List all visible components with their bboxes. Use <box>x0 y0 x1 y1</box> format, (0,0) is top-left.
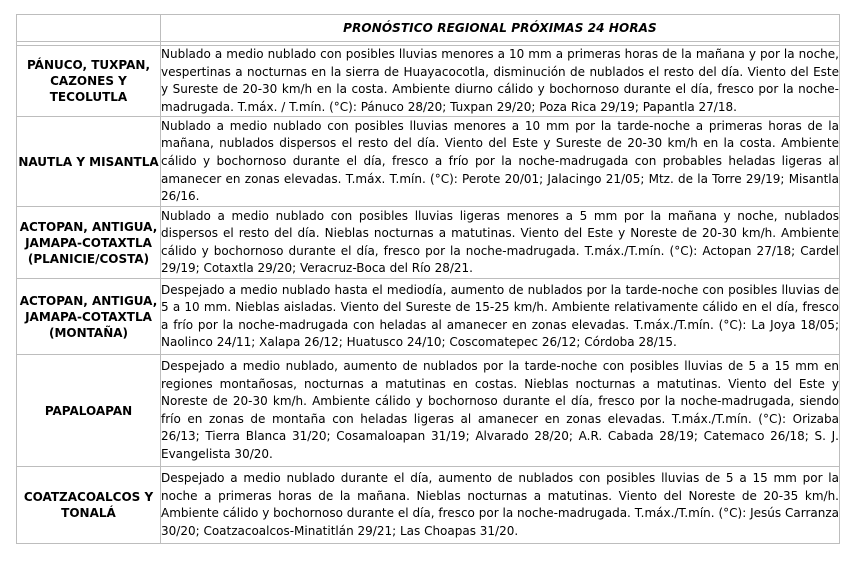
table-row <box>17 279 840 355</box>
region-forecast-text: Nublado a medio nublado con posibles lluvias ligeras menores a 5 mm por la mañana y noche, nublados dispersos el resto del día. Nieblas nocturnas a matutinas. Viento del Este y Noreste de 20-30 km/h. Ambiente cálido y bochornoso durante el día, fresco por la noche-madrugada. T.máx./T.mín. (°C): Actopan 27/18; Cardel 29/19; Cotaxtla 29/20; Veracruz-Boca del Río 28/21. <box>161 207 840 279</box>
table-row <box>17 355 840 467</box>
region-forecast-text: Despejado a medio nublado, aumento de nublados por la tarde-noche con posibles lluvias de 5 a 15 mm en regiones montañosas, nocturnas a matutinas en costas. Nieblas nocturnas a matutinas. Viento del Este y Noreste de 20-30 km/h. Ambiente cálido y bochornoso durante el día, fresco por la noche-madrugada, siendo frío en zonas de montaña con heladas ligeras al amanecer en zonas elevadas. T.máx./T.mín. (°C): Orizaba 26/13; Tierra Blanca 31/20; Cosamaloapan 31/19; Alvarado 28/20; A.R. Cabada 28/19; Catemaco 26/18; S. J. Evangelista 30/20. <box>161 355 840 467</box>
region-name: NAUTLA Y MISANTLA <box>17 117 161 207</box>
region-name: PAPALOAPAN <box>17 355 161 467</box>
region-name: COATZACOALCOS Y TONALÁ <box>17 467 161 544</box>
table-row <box>17 117 840 207</box>
regional-forecast-table <box>16 14 840 544</box>
table-header-row <box>17 15 840 42</box>
region-forecast-text: Despejado a medio nublado hasta el mediodía, aumento de nublados por la tarde-noche con posibles lluvias de 5 a 10 mm. Nieblas aisladas. Viento del Sureste de 15-25 km/h. Ambiente relativamente cálido en el día, fresco a frío por la noche-madrugada con heladas al amanecer en zonas elevadas. T.máx./T.mín. (°C): La Joya 18/05; Naolinco 24/11; Xalapa 26/12; Huatusco 24/10; Coscomatepec 26/12; Córdoba 28/15. <box>161 279 840 355</box>
region-forecast-text: Despejado a medio nublado durante el día, aumento de nublados con posibles lluvias de 5 a 15 mm por la noche a primeras horas de la mañana. Nieblas nocturnas a matutinas. Viento del Noreste de 20-35 km/h. Ambiente cálido y bochornoso durante el día, fresco por la noche-madrugada. T.máx./T.mín. (°C): Jesús Carranza 30/20; Coatzacoalcos-Minatitlán 29/21; Las Choapas 31/20. <box>161 467 840 544</box>
region-forecast-text: Nublado a medio nublado con posibles lluvias menores a 10 mm a primeras horas de la mañana y por la noche, vespertinas a nocturnas en la sierra de Huayacocotla, disminución de nublados el resto del día. Viento del Este y Sureste de 20-30 km/h en la costa. Ambiente diurno cálido y bochornoso durante el día, fresco por la noche-madrugada. T.máx. / T.mín. (°C): Pánuco 28/20; Tuxpan 29/20; Poza Rica 29/19; Papantla 27/18. <box>161 46 840 117</box>
table-row <box>17 46 840 117</box>
header-empty-cell <box>17 15 161 42</box>
region-forecast-text: Nublado a medio nublado con posibles lluvias menores a 10 mm por la tarde-noche a primeras horas de la mañana, nublados dispersos el resto del día. Viento del Este y Sureste de 20-30 km/h en la costa. Ambiente cálido y bochornoso durante el día, fresco a frío por la noche-madrugada con probables heladas ligeras al amanecer en zonas elevadas. T.máx. T.mín. (°C): Perote 20/01; Jalacingo 21/05; Mtz. de la Torre 29/19; Misantla 26/16. <box>161 117 840 207</box>
region-name: ACTOPAN, ANTIGUA, JAMAPA-COTAXTLA (PLANICIE/COSTA) <box>17 207 161 279</box>
forecast-table-container <box>16 14 839 544</box>
table-row <box>17 207 840 279</box>
region-name: PÁNUCO, TUXPAN, CAZONES Y TECOLUTLA <box>17 46 161 117</box>
forecast-header-title: PRONÓSTICO REGIONAL PRÓXIMAS 24 HORAS <box>161 15 840 42</box>
region-name: ACTOPAN, ANTIGUA, JAMAPA-COTAXTLA (MONTAÑA) <box>17 279 161 355</box>
table-row <box>17 467 840 544</box>
